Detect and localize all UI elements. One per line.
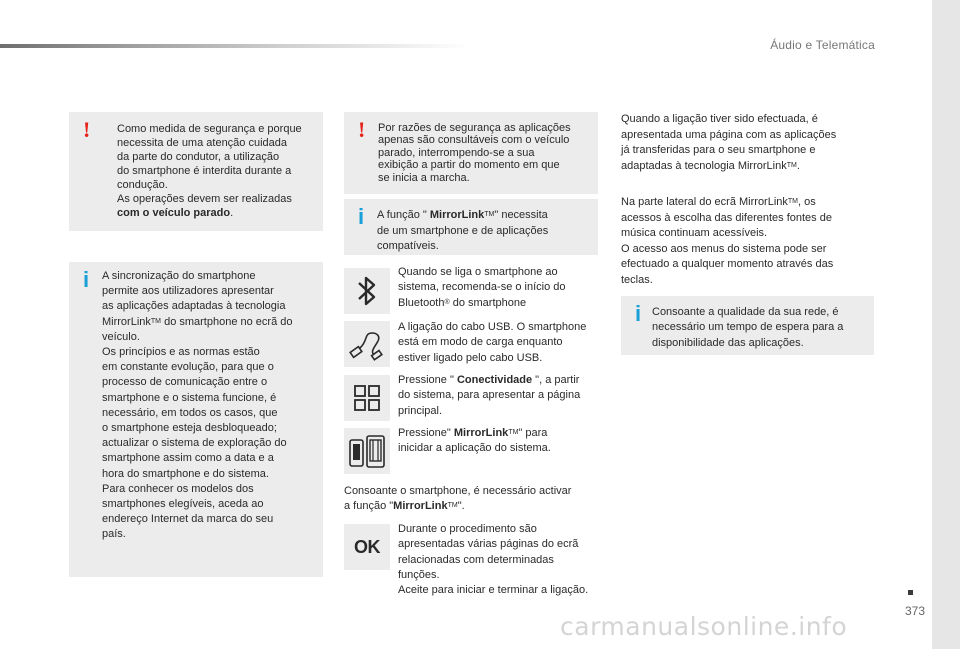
watermark: carmanualsonline.info <box>560 612 848 641</box>
usb-cable-icon <box>344 321 390 367</box>
mirrorlink-step-text: Pressione" MirrorLink™" para inicidar a aplicação do sistema. <box>398 427 551 455</box>
connectivity-grid-glyph <box>354 385 380 411</box>
info-icon: i <box>83 267 90 292</box>
usb-step-text: A ligação do cabo USB. O smartphone está em modo de carga enquanto estiver ligado pelo cabo USB. <box>398 321 587 364</box>
activate-mirrorlink-text: Consoante o smartphone, é necessário activar a função "MirrorLink™". <box>344 485 572 513</box>
info-icon: i <box>358 204 365 229</box>
bluetooth-glyph <box>355 274 379 308</box>
ok-label: OK <box>354 536 380 557</box>
section-title: Áudio e Telemática <box>770 38 875 52</box>
mirrorlink-info-box <box>344 199 598 255</box>
bluetooth-icon <box>344 268 390 314</box>
mirrorlink-glyph <box>347 434 387 468</box>
page-marker <box>908 590 913 595</box>
page-edge-strip <box>932 0 960 649</box>
warning-icon: ! <box>358 117 366 142</box>
sync-info-box <box>69 262 323 577</box>
side-access-text: Na parte lateral do ecrã MirrorLink™, os acessos à escolha das diferentes fontes de música continuam acessíveis. O acesso aos menus do sistema pode ser efectuado a qualquer momento através das teclas. <box>621 196 834 286</box>
info-icon: i <box>635 301 642 326</box>
page-number: 373 <box>904 604 925 618</box>
network-info-box <box>621 296 874 355</box>
safety-warning-text: Como medida de segurança e porque necessita de uma atenção cuidada da parte do condutor, a utilização do smartphone é interdita durante a condução. As operações devem ser realizadas com o veículo parado. <box>117 123 302 219</box>
apps-warning-text: Por razões de segurança as aplicações apenas são consultáveis com o veículo parado, interrompendo-se a sua exibição a partir do momento em que se inicia a marcha. <box>378 122 571 184</box>
ok-step-text: Durante o procedimento são apresentadas várias páginas do ecrã relacionadas com determinadas funções. Aceite para iniciar e terminar a ligação. <box>398 523 589 597</box>
connectivity-grid-icon <box>344 375 390 421</box>
warning-icon: ! <box>83 117 91 142</box>
header-rule <box>0 44 470 48</box>
connection-result-text: Quando a ligação tiver sido efectuada, é apresentada uma página com as aplicações já transferidas para o seu smartphone e adaptadas à tecnologia MirrorLink™. <box>621 113 837 172</box>
bluetooth-step-text: Quando se liga o smartphone ao sistema, recomenda-se o início do Bluetooth® do smartphone <box>398 266 566 309</box>
connectivity-step-text: Pressione " Conectividade ", a partir do sistema, para apresentar a página principal. <box>398 374 581 417</box>
sync-info-text: A sincronização do smartphone permite aos utilizadores apresentar as aplicações adaptadas à tecnologia MirrorLink™ do smartphone no ecrã do veículo. Os princípios e as normas estão em constante evolução, para que o processo de comunicação entre o smartphone e o sistema funcione, é necessário, em todos os casos, que o smartphone esteja desbloqueado; actualizar o sistema de exploração do smartphone assim como a data e a hora do smartphone e do sistema. Para conhecer os modelos dos smartphones elegíveis, aceda ao endereço Internet da marca do seu país. <box>102 270 293 541</box>
mirrorlink-info-text: A função " MirrorLink™" necessita de um smartphone e de aplicações compatíveis. <box>377 209 549 252</box>
apps-warning-box <box>344 112 598 194</box>
usb-cable-glyph <box>348 327 386 361</box>
ok-button-icon <box>344 524 390 570</box>
mirrorlink-icon <box>344 428 390 474</box>
safety-warning-box <box>69 112 323 231</box>
network-info-text: Consoante a qualidade da sua rede, é necessário um tempo de espera para a disponibilidade das aplicações. <box>652 306 844 349</box>
